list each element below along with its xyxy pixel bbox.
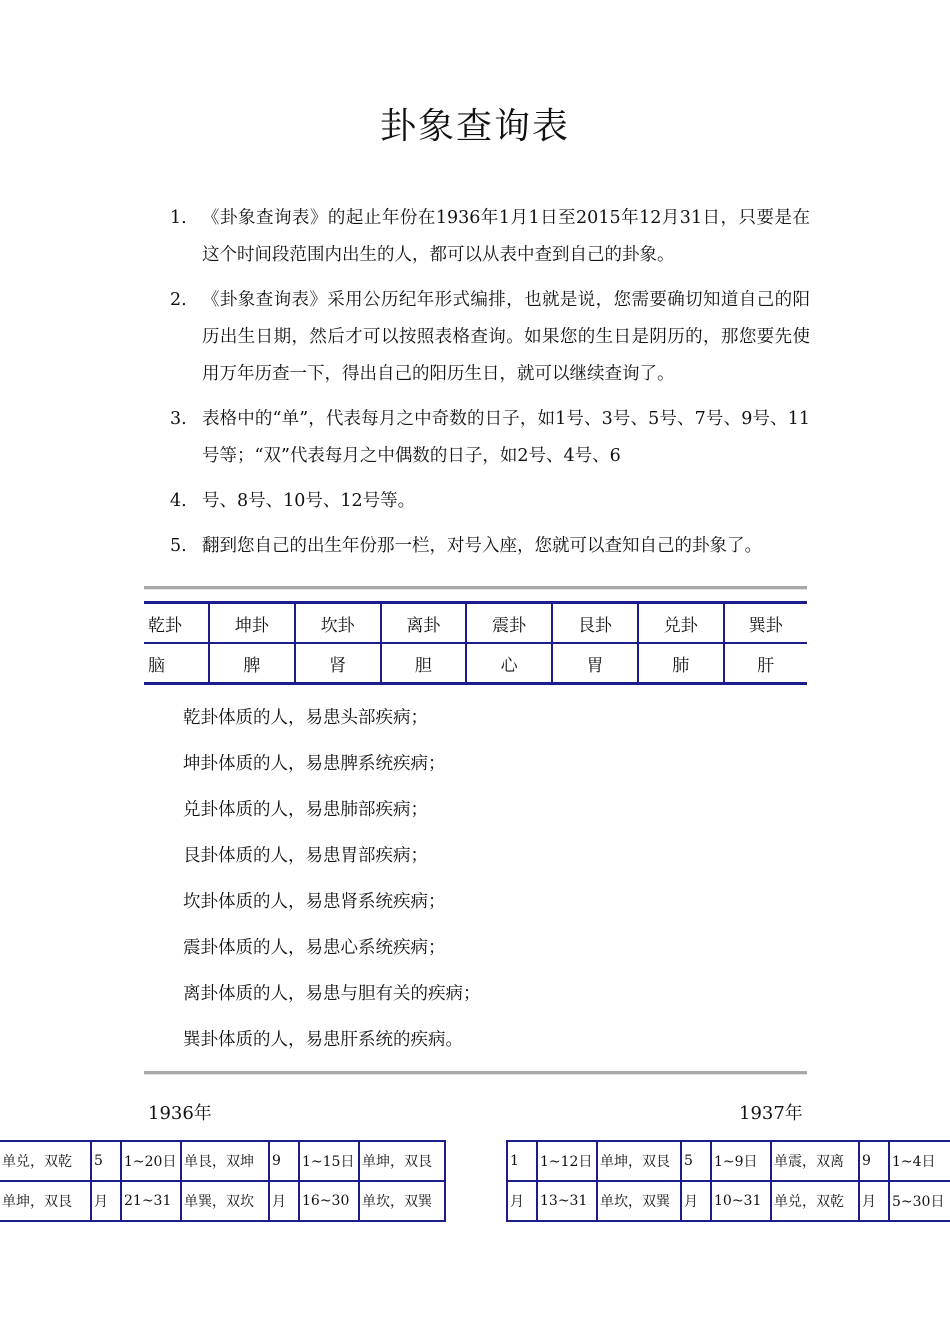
instruction-item [170,528,810,565]
table-row [0,1141,445,1181]
table-cell: 1~12日 [537,1141,597,1181]
table-cell: 1 [507,1141,537,1181]
trigram-cell: 兑卦 [638,603,724,644]
instruction-item [170,200,810,274]
trigram-cell: 乾卦 [144,603,209,644]
table-cell: 1~20日 [121,1141,181,1181]
table-cell: 单坤，双艮 [597,1141,681,1181]
organ-cell: 脾 [209,643,295,684]
year-label-1937: 1937年 [739,1103,803,1124]
divider-top [144,586,807,590]
table-cell: 13~31 [537,1181,597,1221]
instruction-item [170,483,810,520]
table-cell: 单震，双离 [771,1141,859,1181]
organ-cell: 胃 [552,643,638,684]
constitution-descriptions [183,695,481,1063]
item-text: 翻到您自己的出生年份那一栏，对号入座，您就可以查知自己的卦象了。 [202,536,762,556]
trigram-organ-table [144,601,807,685]
table-cell: 单坎，双巽 [597,1181,681,1221]
item-text: 号、8号、10号、12号等。 [202,491,416,511]
table-cell: 单兑，双乾 [771,1181,859,1221]
organ-cell: 肝 [724,643,807,684]
table-row [0,1181,445,1221]
organ-row [144,643,807,684]
year-label-1936: 1936年 [148,1103,212,1124]
table-cell: 1~9日 [711,1141,771,1181]
instructions-list [170,200,810,573]
table-cell: 1~4日 [889,1141,950,1181]
item-text: 《卦象查询表》的起止年份在1936年1月1日至2015年12月31日，只要是在这个时间段范围内出生的人，都可以从表中查到自己的卦象。 [202,208,810,265]
description-line: 坎卦体质的人，易患肾系统疾病； [183,892,446,912]
trigram-row [144,603,807,644]
trigram-cell: 震卦 [466,603,552,644]
item-number: 4. [170,491,187,511]
item-text: 表格中的“单”，代表每月之中奇数的日子，如1号、3号、5号、7号、9号、11号等；“双”代表每月之中偶数的日子，如2号、4号、6 [202,409,810,466]
table-cell: 5~30日 [889,1181,950,1221]
page-title: 卦象查询表 [379,106,570,147]
item-text: 《卦象查询表》采用公历纪年形式编排，也就是说，您需要确切知道自己的阳历出生日期，然后才可以按照表格查询。如果您的生日是阴历的，那您要先使用万年历查一下，得出自己的阳历生日，就可以继续查询了。 [202,290,810,384]
year-1937-table [506,1140,950,1222]
table-cell: 单艮，双坤 [181,1141,269,1181]
item-number: 1. [170,208,187,228]
organ-cell: 胆 [381,643,467,684]
table-cell: 月 [269,1181,299,1221]
table-cell: 10~31 [711,1181,771,1221]
table-cell: 月 [91,1181,121,1221]
table-cell: 21~31 [121,1181,181,1221]
divider-bottom [144,1071,807,1075]
table-cell: 16~30 [299,1181,359,1221]
table-cell: 月 [681,1181,711,1221]
table-cell: 9 [859,1141,889,1181]
description-line: 巽卦体质的人，易患肝系统的疾病。 [183,1030,463,1050]
table-cell: 单巽，双坎 [181,1181,269,1221]
instruction-item [170,401,810,475]
item-number: 5. [170,536,187,556]
trigram-cell: 坤卦 [209,603,295,644]
table-row [507,1181,950,1221]
description-line: 乾卦体质的人，易患头部疾病； [183,708,428,728]
description-line: 震卦体质的人，易患心系统疾病； [183,938,446,958]
table-cell: 月 [859,1181,889,1221]
table-cell: 单兑，双乾 [0,1141,91,1181]
table-cell: 9 [269,1141,299,1181]
table-cell: 5 [681,1141,711,1181]
instruction-item [170,282,810,393]
trigram-cell: 坎卦 [295,603,381,644]
item-number: 2. [170,290,187,310]
organ-cell: 脑 [148,655,165,676]
organ-cell: 心 [466,643,552,684]
description-line: 离卦体质的人，易患与胆有关的疾病； [183,984,481,1004]
table-cell: 单坎，双巽 [359,1181,445,1221]
item-number: 3. [170,409,187,429]
table-cell: 1~15日 [299,1141,359,1181]
table-cell: 单坤，双艮 [359,1141,445,1181]
trigram-cell: 巽卦 [724,603,807,644]
organ-cell: 肾 [295,643,381,684]
table-row [507,1141,950,1181]
year-1936-table [0,1140,446,1222]
description-line: 兑卦体质的人，易患肺部疾病； [183,800,428,820]
table-cell: 单坤，双艮 [0,1181,91,1221]
description-line: 艮卦体质的人，易患胃部疾病； [183,846,428,866]
table-cell: 月 [507,1181,537,1221]
table-cell: 5 [91,1141,121,1181]
description-line: 坤卦体质的人，易患脾系统疾病； [183,754,446,774]
trigram-cell: 离卦 [381,603,467,644]
organ-cell: 肺 [638,643,724,684]
trigram-cell: 艮卦 [552,603,638,644]
